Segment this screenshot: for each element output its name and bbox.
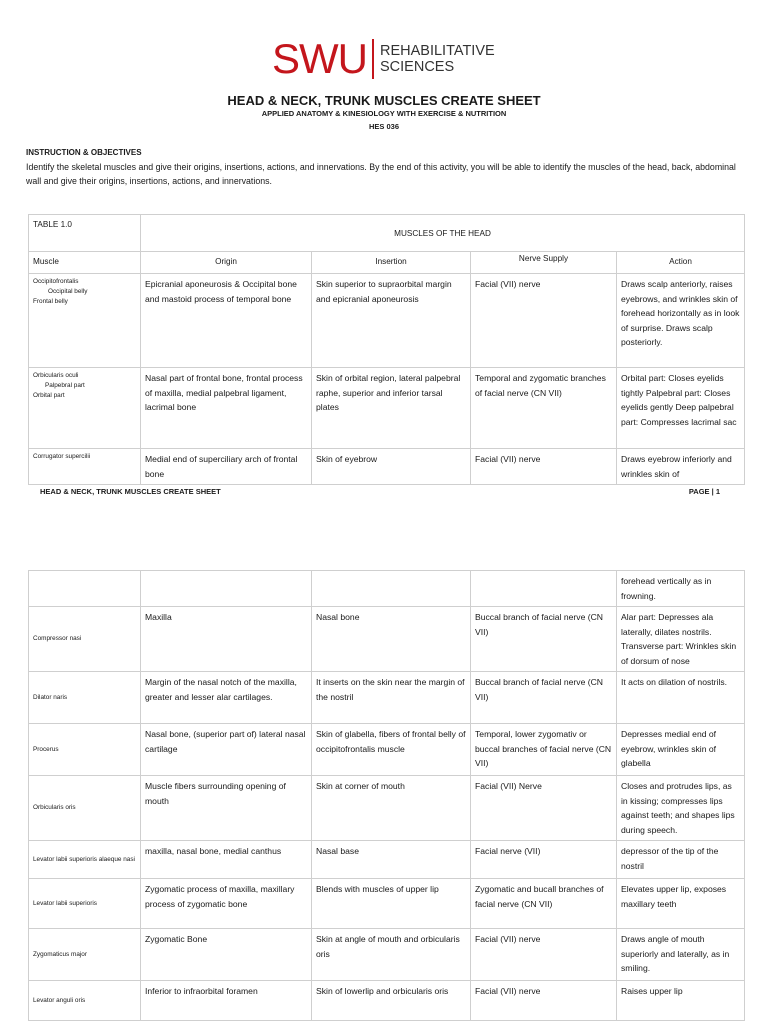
action-cell: Alar part: Depresses ala laterally, dilates nostrils. Transverse part: Wrinkles skin of dorsum of nose xyxy=(617,607,745,672)
muscles-table-2 xyxy=(28,570,745,1021)
document-title: HEAD & NECK, TRUNK MUSCLES CREATE SHEET xyxy=(227,93,541,108)
muscle-cell xyxy=(29,571,141,607)
nerve-cell: Temporal and zygomatic branches of facial nerve (CN VII) xyxy=(471,368,617,449)
nerve-cell: Facial nerve (VII) xyxy=(471,841,617,879)
table-section-title: MUSCLES OF THE HEAD xyxy=(141,215,745,252)
muscle-cell: Procerus xyxy=(29,724,141,776)
action-cell: Draws scalp anteriorly, raises eyebrows, and wrinkles skin of forehead horizontally as in look of surprise. Draws scalp posteriorly. xyxy=(617,274,745,368)
origin-cell: Margin of the nasal notch of the maxilla, greater and lesser alar cartilages. xyxy=(141,672,312,724)
logo-line-2: SCIENCES xyxy=(380,59,455,75)
muscle-cell: Levator anguli oris xyxy=(29,981,141,1021)
header-muscle: Muscle xyxy=(29,252,141,274)
insertion-cell: Skin of lowerlip and orbicularis oris xyxy=(312,981,471,1021)
table-row xyxy=(29,672,745,724)
nerve-cell: Buccal branch of facial nerve (CN VII) xyxy=(471,607,617,672)
action-cell: Closes and protrudes lips, as in kissing; compresses lips against teeth; and shapes lips during speech. xyxy=(617,776,745,841)
logo-divider xyxy=(372,39,374,79)
insertion-cell: Nasal bone xyxy=(312,607,471,672)
table-row xyxy=(29,368,745,449)
action-cell: Draws angle of mouth superiorly and laterally, as in smiling. xyxy=(617,929,745,981)
muscle-cell: Levator labii superioris alaeque nasi xyxy=(29,841,141,879)
insertion-cell: Nasal base xyxy=(312,841,471,879)
action-cell: depressor of the tip of the nostril xyxy=(617,841,745,879)
action-cell: Elevates upper lip, exposes maxillary teeth xyxy=(617,879,745,929)
origin-cell: Maxilla xyxy=(141,607,312,672)
muscle-subpart: Orbital part xyxy=(33,392,65,399)
instructions-text: Identify the skeletal muscles and give their origins, insertions, actions, and innervations. By the end of this activity, you will be able to identify the muscles of the head, back, abdominal wall and give their origins, insertions, actions, and innervations. xyxy=(26,162,736,186)
insertion-cell: Skin superior to supraorbital margin and epicranial aponeurosis xyxy=(312,274,471,368)
table-row xyxy=(29,841,745,879)
origin-cell: Nasal part of frontal bone, frontal process of maxilla, medial palpebral ligament, lacrimal bone xyxy=(141,368,312,449)
origin-cell: Inferior to infraorbital foramen xyxy=(141,981,312,1021)
page-number: PAGE | 1 xyxy=(688,487,720,496)
muscle-cell xyxy=(29,449,141,485)
nerve-cell: Facial (VII) nerve xyxy=(471,929,617,981)
table-row xyxy=(29,724,745,776)
nerve-cell: Temporal, lower zygomativ or buccal branches of facial nerve (CN VII) xyxy=(471,724,617,776)
muscle-cell xyxy=(29,368,141,449)
logo-line-1: REHABILITATIVE xyxy=(380,42,495,59)
muscle-name: Corrugator supercilii xyxy=(33,453,91,460)
header-nerve-supply: Nerve Supply xyxy=(471,252,617,274)
muscle-cell: Dilator naris xyxy=(29,672,141,724)
table-row xyxy=(29,776,745,841)
muscle-subpart: Palpebral part xyxy=(45,382,85,389)
muscle-subpart: Frontal belly xyxy=(33,298,68,305)
table-row xyxy=(29,274,745,368)
muscle-name: Occipitofrontalis xyxy=(33,278,79,285)
action-cell: Orbital part: Closes eyelids tightly Palpebral part: Closes eyelids gently Deep palpebral part: Compresses lacrimal sac xyxy=(617,368,745,449)
origin-cell: Nasal bone, (superior part of) lateral nasal cartilage xyxy=(141,724,312,776)
action-cell: Depresses medial end of eyebrow, wrinkles skin of glabella xyxy=(617,724,745,776)
origin-cell: Muscle fibers surrounding opening of mouth xyxy=(141,776,312,841)
header-action: Action xyxy=(617,252,745,274)
table-row xyxy=(29,929,745,981)
action-cell: It acts on dilation of nostrils. xyxy=(617,672,745,724)
muscle-cell: Compressor nasi xyxy=(29,607,141,672)
table-row xyxy=(29,571,745,607)
origin-cell xyxy=(141,571,312,607)
footer-title: HEAD & NECK, TRUNK MUSCLES CREATE SHEET xyxy=(40,487,221,496)
nerve-cell: Facial (VII) nerve xyxy=(471,274,617,368)
nerve-cell: Facial (VII) Nerve xyxy=(471,776,617,841)
origin-cell: Zygomatic Bone xyxy=(141,929,312,981)
table-row xyxy=(29,607,745,672)
page-footer xyxy=(40,487,720,496)
action-cell: Raises upper lip xyxy=(617,981,745,1021)
insertion-cell: Skin at corner of mouth xyxy=(312,776,471,841)
muscle-name: Orbicularis oculi xyxy=(33,372,79,379)
course-code: HES 036 xyxy=(368,122,400,131)
instructions-heading: INSTRUCTION & OBJECTIVES xyxy=(26,148,142,157)
nerve-cell xyxy=(471,571,617,607)
insertion-cell: Skin of eyebrow xyxy=(312,449,471,485)
nerve-cell: Zygomatic and bucall branches of facial nerve (CN VII) xyxy=(471,879,617,929)
origin-cell: Zygomatic process of maxilla, maxillary process of zygomatic bone xyxy=(141,879,312,929)
table-row xyxy=(29,449,745,485)
muscle-cell xyxy=(29,274,141,368)
table-header-row xyxy=(29,252,745,274)
muscle-cell: Levator labii superioris xyxy=(29,879,141,929)
header-insertion: Insertion xyxy=(312,252,471,274)
insertion-cell: Skin at angle of mouth and orbicularis oris xyxy=(312,929,471,981)
action-cell: forehead vertically as in frowning. xyxy=(617,571,745,607)
nerve-cell: Facial (VII) nerve xyxy=(471,981,617,1021)
logo-text xyxy=(380,43,495,75)
header-origin: Origin xyxy=(141,252,312,274)
origin-cell: Epicranial aponeurosis & Occipital bone and mastoid process of temporal bone xyxy=(141,274,312,368)
origin-cell: Medial end of superciliary arch of frontal bone xyxy=(141,449,312,485)
muscles-table-1 xyxy=(28,214,745,485)
table-label: TABLE 1.0 xyxy=(29,215,141,252)
insertion-cell: Blends with muscles of upper lip xyxy=(312,879,471,929)
table-row xyxy=(29,981,745,1021)
logo-mark: SWU xyxy=(272,35,367,82)
muscle-subpart: Occipital belly xyxy=(48,288,88,295)
insertion-cell: Skin of glabella, fibers of frontal belly of occipitofrontalis muscle xyxy=(312,724,471,776)
origin-cell: maxilla, nasal bone, medial canthus xyxy=(141,841,312,879)
muscle-cell: Orbicularis oris xyxy=(29,776,141,841)
table-row xyxy=(29,879,745,929)
action-cell: Draws eyebrow inferiorly and wrinkles skin of xyxy=(617,449,745,485)
document-subtitle: APPLIED ANATOMY & KINESIOLOGY WITH EXERCISE & NUTRITION xyxy=(261,109,507,118)
nerve-cell: Facial (VII) nerve xyxy=(471,449,617,485)
insertion-cell: It inserts on the skin near the margin of the nostril xyxy=(312,672,471,724)
muscle-cell: Zygomaticus major xyxy=(29,929,141,981)
nerve-cell: Buccal branch of facial nerve (CN VII) xyxy=(471,672,617,724)
swu-logo xyxy=(272,35,495,82)
insertion-cell xyxy=(312,571,471,607)
insertion-cell: Skin of orbital region, lateral palpebral raphe, superior and inferior tarsal plates xyxy=(312,368,471,449)
